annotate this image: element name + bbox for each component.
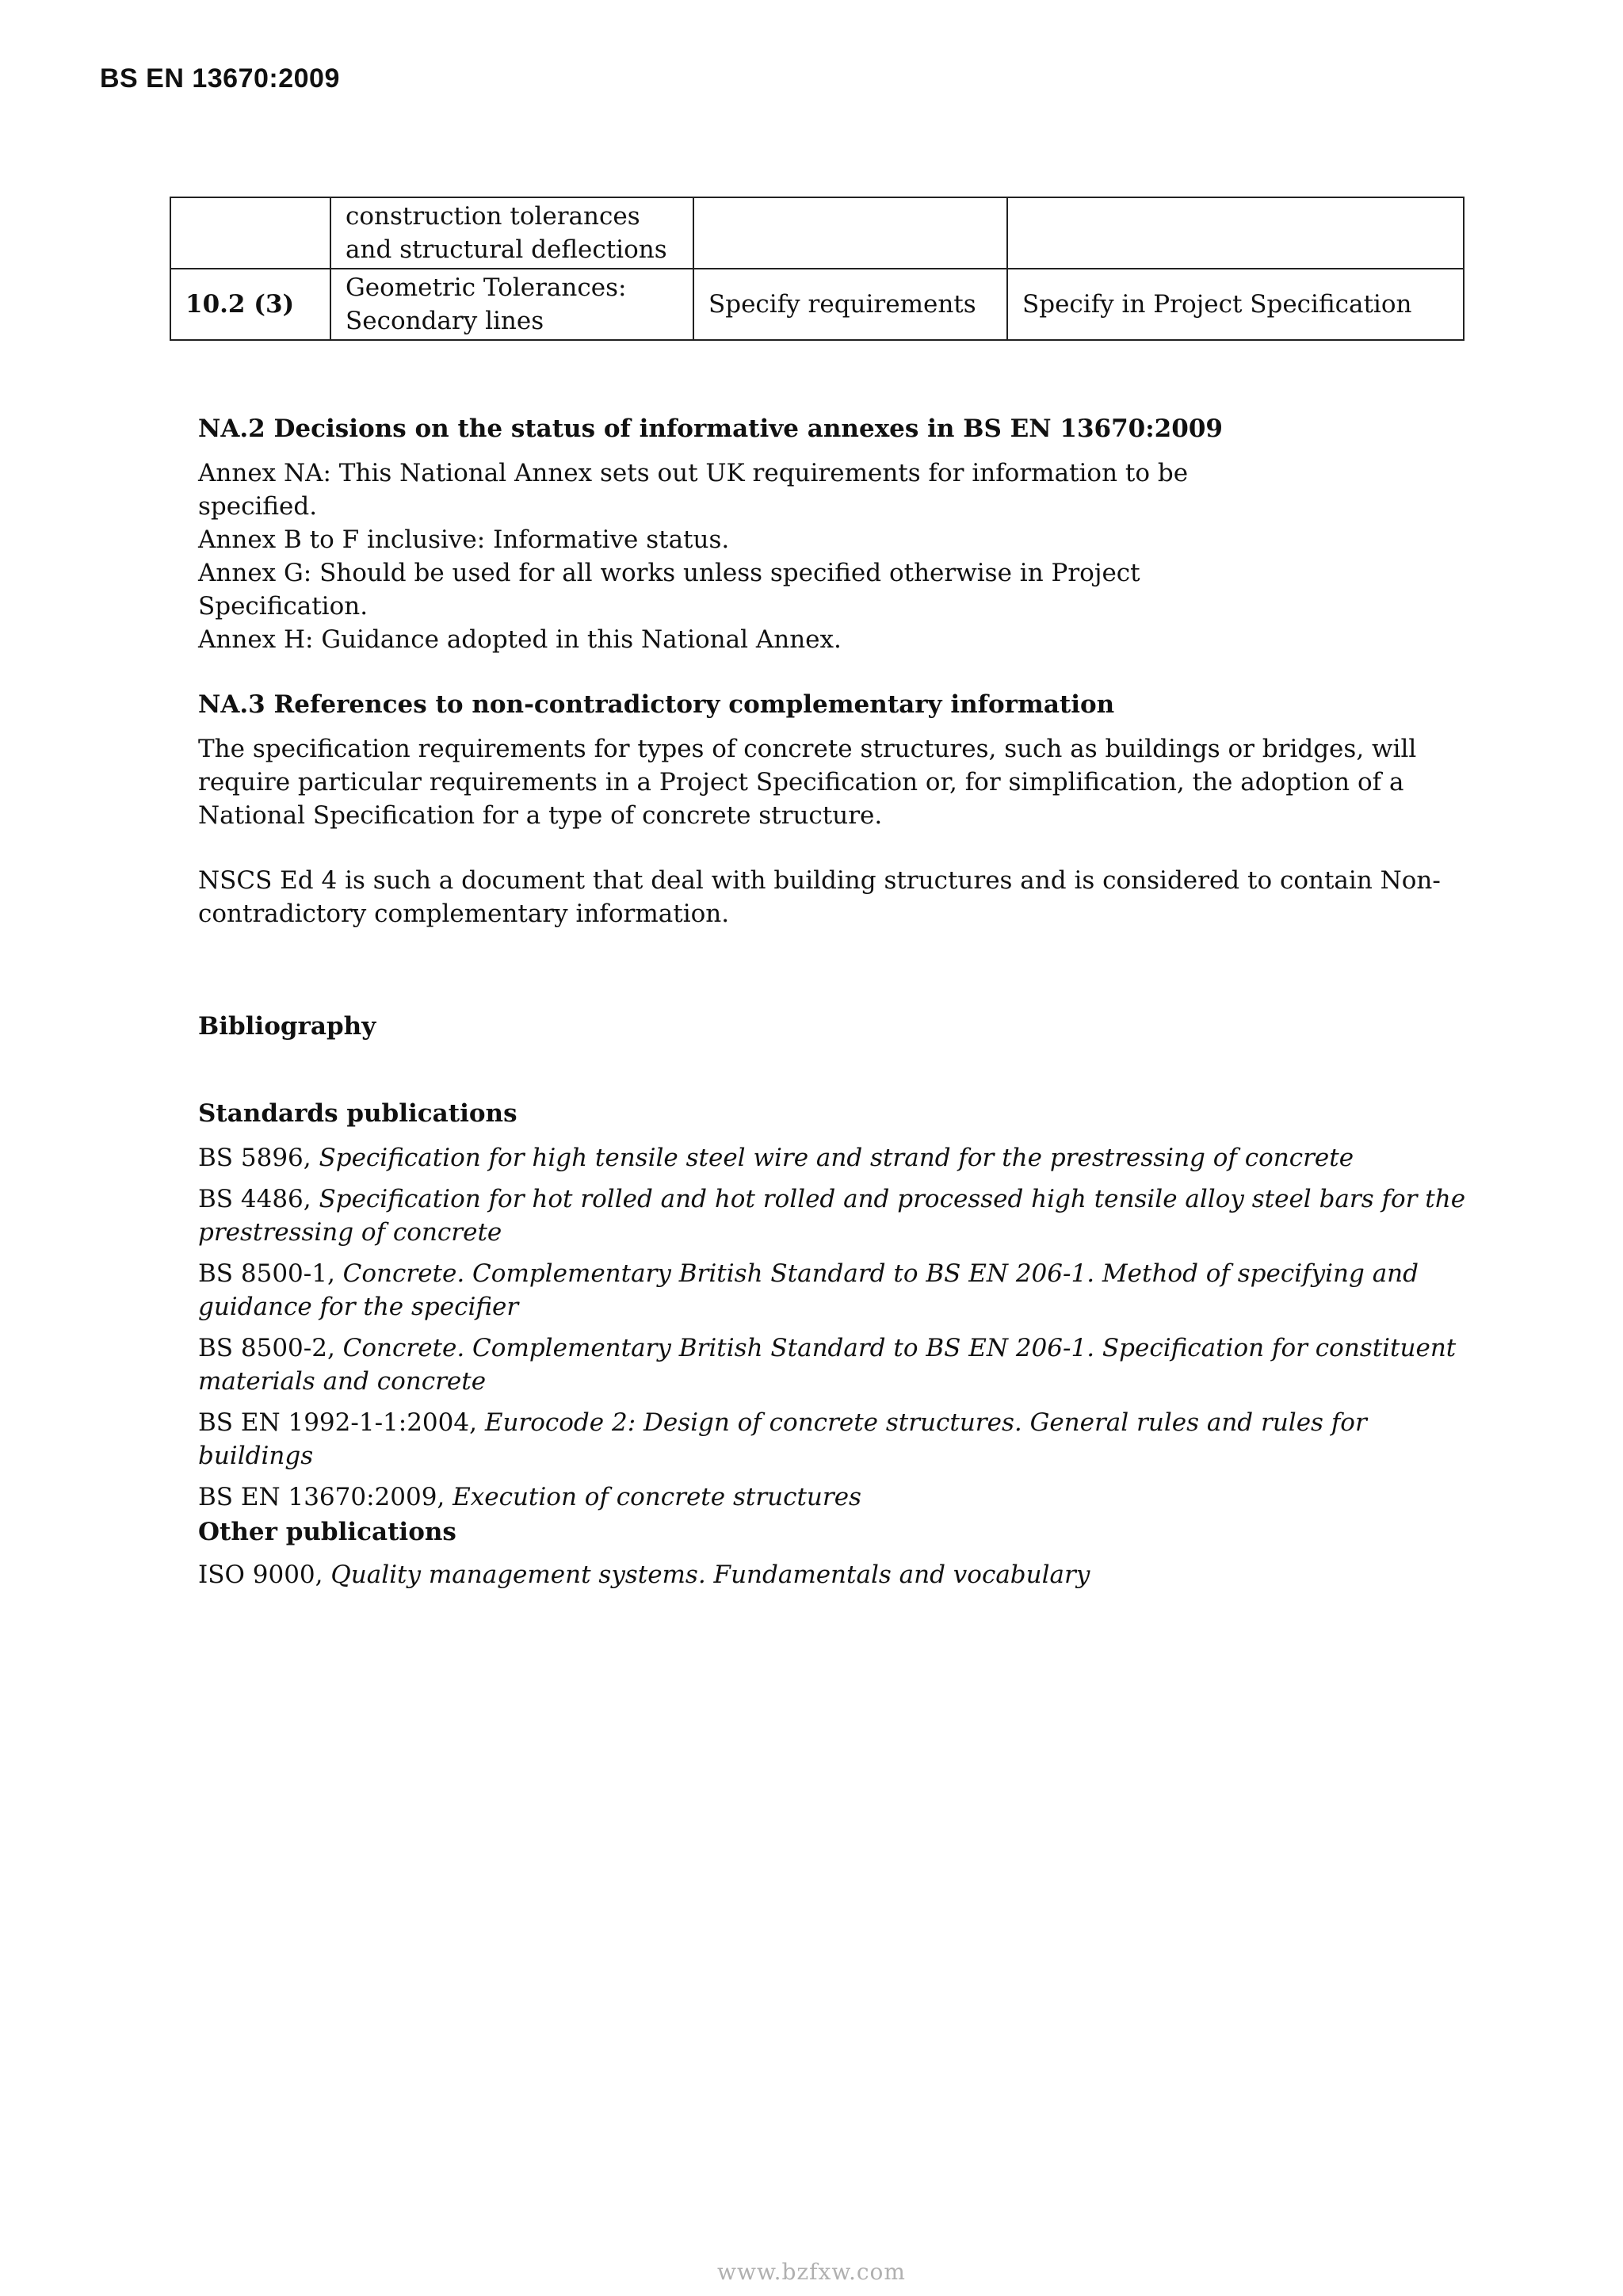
reference-code: ISO 9000, <box>198 1561 331 1589</box>
standards-list <box>198 1141 1482 1514</box>
annex-status-list <box>198 457 1244 656</box>
annex-line: Annex H: Guidance adopted in this National Annex. <box>198 625 842 654</box>
list-item <box>198 1182 1482 1249</box>
other-publications-list <box>198 1558 1482 1591</box>
reference-code: BS EN 1992-1-1:2004, <box>198 1408 485 1437</box>
reference-title: Execution of concrete structures <box>453 1483 861 1511</box>
document-body <box>198 412 1482 1599</box>
na3-paragraph: NSCS Ed 4 is such a document that deal with building structures and is considered to contain Non-contradictory complementary information. <box>198 866 1441 928</box>
requirement-cell <box>693 197 1007 269</box>
list-item <box>198 1480 1482 1514</box>
list-item <box>198 1558 1482 1591</box>
annex-line: Annex G: Should be used for all works unless specified otherwise in Project Specification. <box>198 559 1140 621</box>
na3-section <box>198 688 1482 930</box>
na3-paragraph: The specification requirements for types of concrete structures, such as buildings or bridges, will require particular requirements in a Project Specification or, for simplification, the adoption of a National Specification for a type of concrete structure. <box>198 735 1417 830</box>
requirement-cell: Specify requirements <box>693 269 1007 340</box>
list-item <box>198 1257 1482 1324</box>
topic-cell: Geometric Tolerances: Secondary lines <box>330 269 693 340</box>
list-item <box>198 1331 1482 1398</box>
bibliography-section <box>198 1010 1482 1591</box>
na3-heading: NA.3 References to non-contradictory complementary information <box>198 690 1115 719</box>
table-row <box>170 197 1464 269</box>
reference-title: Specification for high tensile steel wire and strand for the prestressing of concrete <box>319 1144 1354 1172</box>
reference-code: BS 4486, <box>198 1185 319 1213</box>
footer-watermark: www.bzfxw.com <box>717 2259 906 2285</box>
annex-line: Annex NA: This National Annex sets out UK requirements for information to be specified. <box>198 459 1189 521</box>
na2-heading: NA.2 Decisions on the status of informative annexes in BS EN 13670:2009 <box>198 415 1223 443</box>
reference-code: BS 5896, <box>198 1144 319 1172</box>
table-row <box>170 269 1464 340</box>
reference-code: BS EN 13670:2009, <box>198 1483 453 1511</box>
requirements-table <box>170 197 1465 341</box>
action-cell <box>1007 197 1464 269</box>
bibliography-heading: Bibliography <box>198 1012 376 1041</box>
na2-section <box>198 412 1482 656</box>
reference-title: Specification for hot rolled and hot rolled and processed high tensile alloy steel bars for the prestressing of concrete <box>198 1185 1466 1247</box>
reference-title: Eurocode 2: Design of concrete structures. General rules and rules for buildings <box>198 1408 1367 1470</box>
document-id-header: BS EN 13670:2009 <box>100 63 340 94</box>
standards-publications-heading: Standards publications <box>198 1099 517 1128</box>
clause-cell: 10.2 (3) <box>170 269 330 340</box>
action-cell: Specify in Project Specification <box>1007 269 1464 340</box>
reference-title: Concrete. Complementary British Standard to BS EN 206-1. Specification for constituent materials and concrete <box>198 1334 1457 1396</box>
list-item <box>198 1406 1482 1473</box>
other-publications-heading: Other publications <box>198 1518 456 1546</box>
reference-title: Concrete. Complementary British Standard to BS EN 206-1. Method of specifying and guidance for the specifier <box>198 1259 1419 1321</box>
reference-code: BS 8500-1, <box>198 1259 343 1288</box>
reference-code: BS 8500-2, <box>198 1334 343 1362</box>
list-item <box>198 1141 1482 1175</box>
reference-title: Quality management systems. Fundamentals and vocabulary <box>330 1561 1090 1589</box>
topic-cell: construction tolerances and structural deflections <box>330 197 693 269</box>
clause-cell <box>170 197 330 269</box>
annex-line: Annex B to F inclusive: Informative status. <box>198 525 730 554</box>
